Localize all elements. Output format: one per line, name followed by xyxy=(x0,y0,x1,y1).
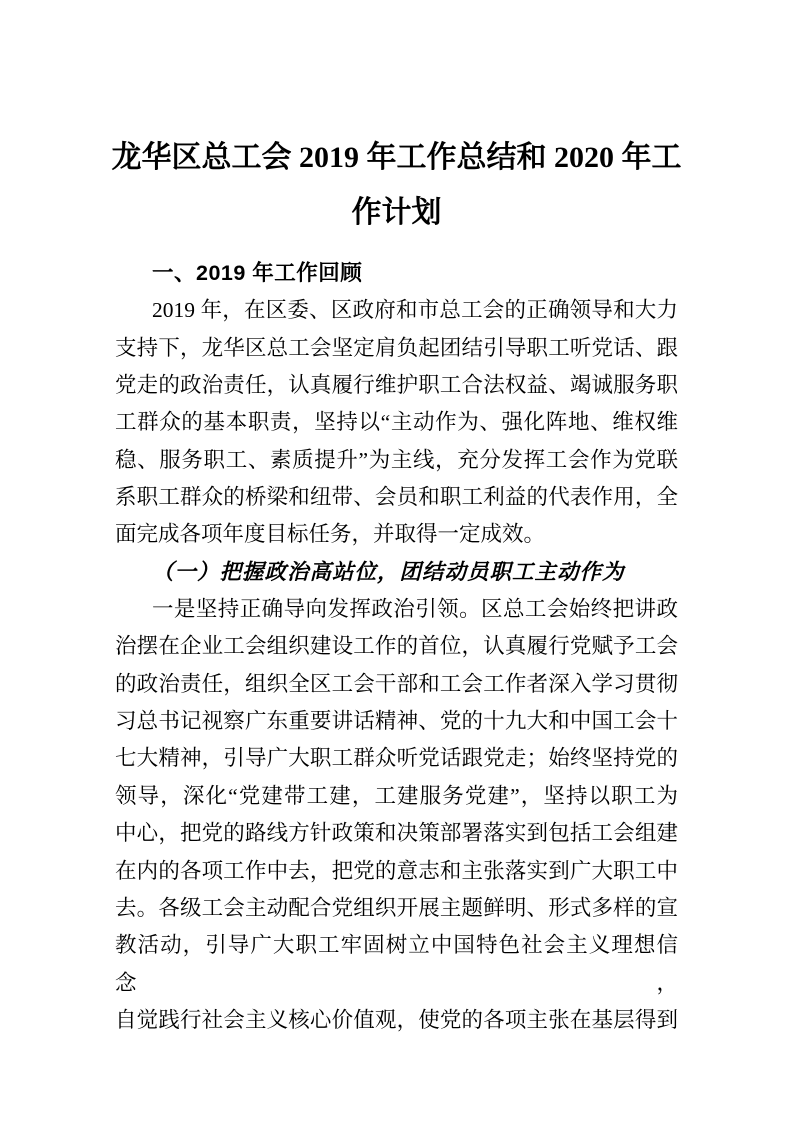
paragraph-line: 去。各级工会主动配合党组织开展主题鲜明、形式多样的宣 xyxy=(115,895,678,920)
paragraph-line: 领导，深化“党建带工建，工建服务党建”，坚持以职工为 xyxy=(115,783,678,808)
paragraph-line: 的政治责任，组织全区工会干部和工会工作者深入学习贯彻 xyxy=(115,671,678,696)
paragraph-line: 自觉践行社会主义核心价值观，使党的各项主张在基层得到 xyxy=(115,1007,678,1032)
paragraph-line: 稳、服务职工、素质提升”为主线，充分发挥工会作为党联 xyxy=(115,447,678,472)
paragraph-line: 一是坚持正确导向发挥政治引领。区总工会始终把讲政 xyxy=(152,597,678,622)
paragraph-line: 2019 年，在区委、区政府和市总工会的正确领导和大力 xyxy=(152,298,678,323)
subheading: （一）把握政治高站位，团结动员职工主动作为 xyxy=(152,559,625,584)
document-title-line: 龙华区总工会 2019 年工作总结和 2020 年工 xyxy=(111,141,682,174)
paragraph-line: 在内的各项工作中去，把党的意志和主张落实到广大职工中 xyxy=(115,858,678,883)
paragraph-line: 支持下，龙华区总工会坚定肩负起团结引导职工听党话、跟 xyxy=(115,335,678,360)
paragraph-line: 系职工群众的桥梁和纽带、会员和职工利益的代表作用，全 xyxy=(115,485,678,510)
paragraph-line: 教活动，引导广大职工牢固树立中国特色社会主义理想信念， xyxy=(115,933,678,995)
paragraph-line: 中心，把党的路线方针政策和决策部署落实到包括工会组建 xyxy=(115,821,678,846)
document-title xyxy=(108,130,685,240)
paragraph-line: 党走的政治责任，认真履行维护职工合法权益、竭诚服务职 xyxy=(115,373,678,398)
paragraph-line: 七大精神，引导广大职工群众听党话跟党走；始终坚持党的 xyxy=(115,746,678,771)
paragraph-line: 工群众的基本职责，坚持以“主动作为、强化阵地、维权维 xyxy=(115,410,678,435)
paragraph-line: 治摆在企业工会组织建设工作的首位，认真履行党赋予工会 xyxy=(115,634,678,659)
document-body xyxy=(115,255,678,1039)
paragraph-line: 习总书记视察广东重要讲话精神、党的十九大和中国工会十 xyxy=(115,709,678,734)
document-title-line: 作计划 xyxy=(351,196,442,229)
paragraph-line: 面完成各项年度目标任务，并取得一定成效。 xyxy=(115,522,546,547)
heading: 一、2019 年工作回顾 xyxy=(152,261,363,285)
